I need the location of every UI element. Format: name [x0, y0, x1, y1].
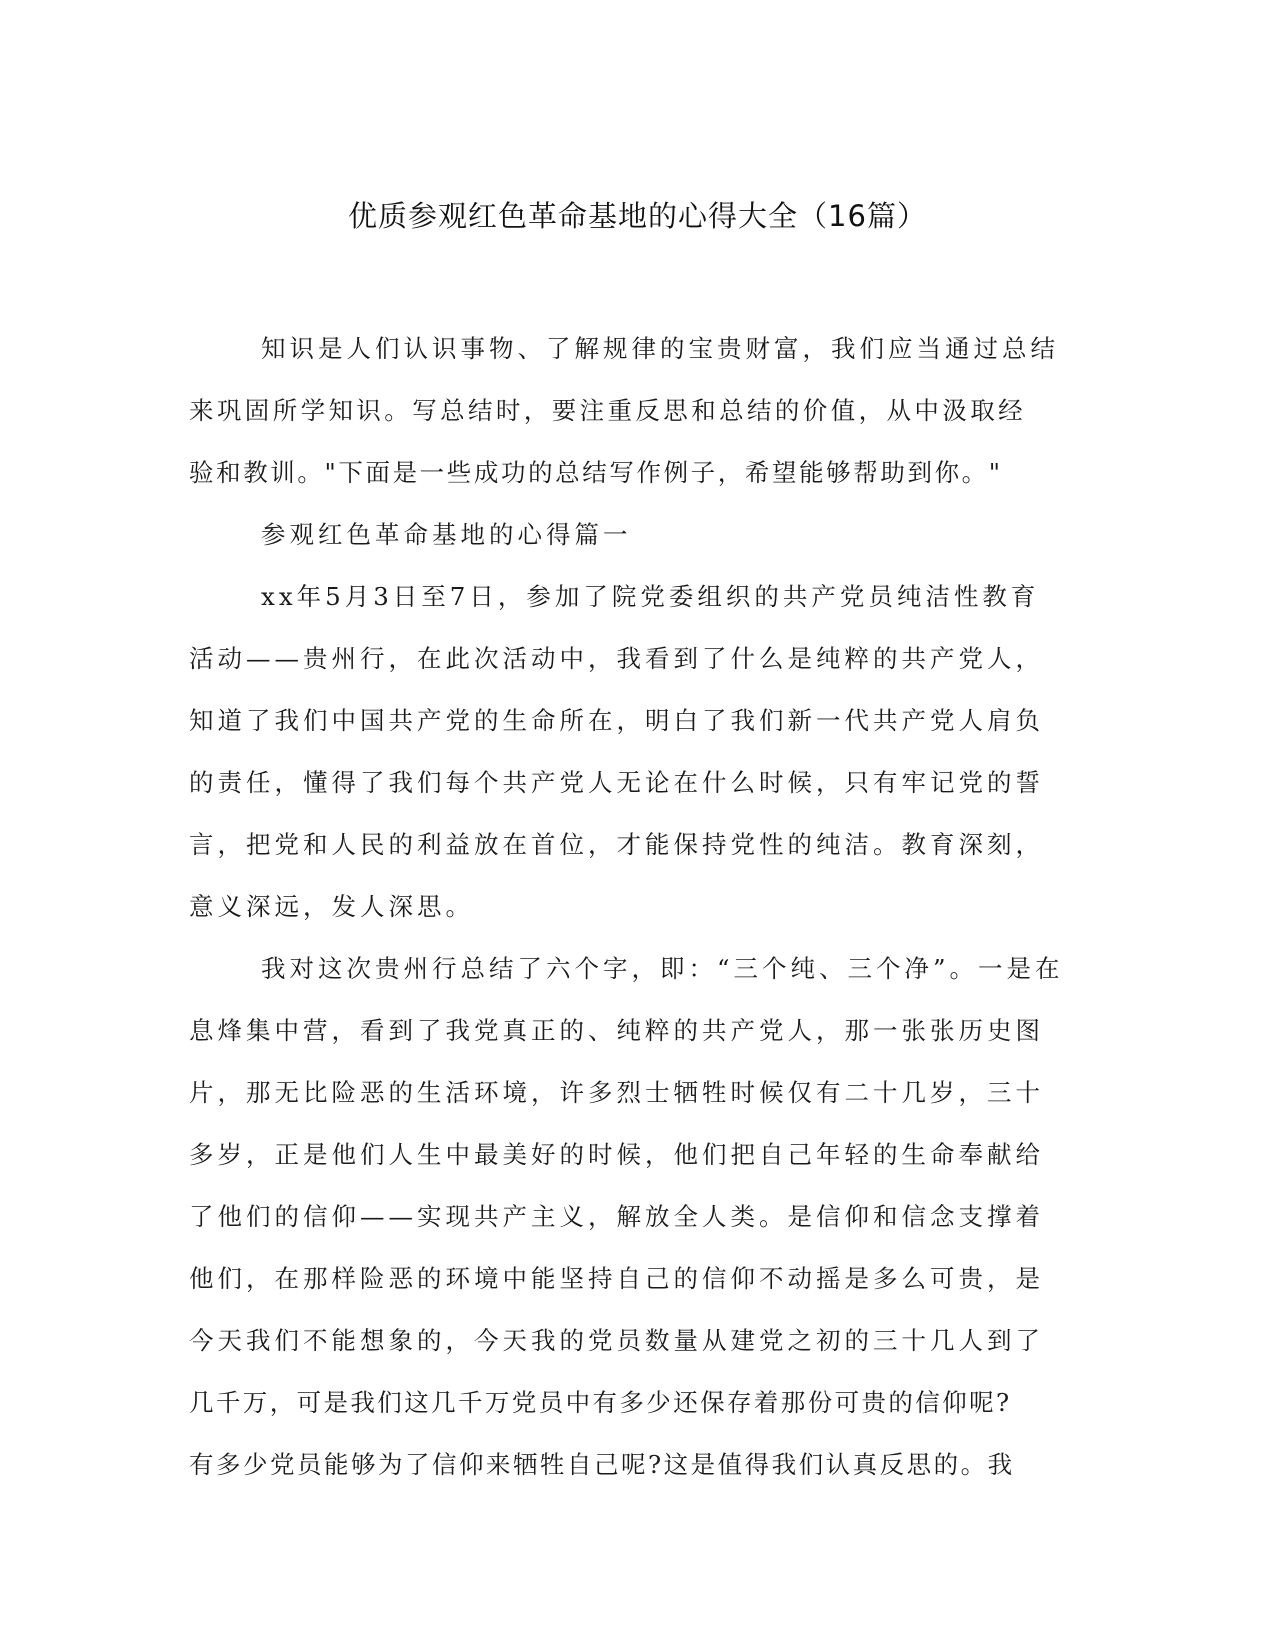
paragraph-line: 几千万，可是我们这几千万党员中有多少还保存着那份可贵的信仰呢? [189, 1388, 1012, 1417]
paragraph-line: 片，那无比险恶的生活环境，许多烈士牺牲时候仅有二十几岁，三十 [189, 1078, 1044, 1107]
paragraph-line: 言，把党和人民的利益放在首位，才能保持党性的纯洁。教育深刻， [189, 830, 1044, 859]
paragraph-line: 他们，在那样险恶的环境中能坚持自己的信仰不动摇是多么可贵，是 [189, 1264, 1044, 1293]
document-body [189, 318, 1089, 1496]
paragraph-line: xx年5月3日至7日，参加了院党委组织的共产党员纯洁性教育 [261, 582, 1040, 611]
paragraph-line: 息烽集中营，看到了我党真正的、纯粹的共产党人，那一张张历史图 [189, 1016, 1044, 1045]
section-heading: 参观红色革命基地的心得篇一 [261, 520, 632, 549]
paragraph-line: 我对这次贵州行总结了六个字，即：“三个纯、三个净”。一是在 [261, 954, 1064, 983]
paragraph-line: 了他们的信仰——实现共产主义，解放全人类。是信仰和信念支撑着 [189, 1202, 1044, 1231]
paragraph-line: 意义深远，发人深思。 [189, 892, 474, 921]
paragraph-line: 活动——贵州行，在此次活动中，我看到了什么是纯粹的共产党人， [189, 644, 1044, 673]
paragraph-line: 有多少党员能够为了信仰来牺牲自己呢?这是值得我们认真反思的。我 [189, 1450, 1015, 1479]
paragraph-line: 的责任，懂得了我们每个共产党人无论在什么时候，只有牢记党的誓 [189, 768, 1044, 797]
paragraph-line: 验和教训。"下面是一些成功的总结写作例子，希望能够帮助到你。" [189, 458, 1003, 487]
paragraph-line: 知识是人们认识事物、了解规律的宝贵财富，我们应当通过总结 [261, 334, 1059, 363]
paragraph-line: 知道了我们中国共产党的生命所在，明白了我们新一代共产党人肩负 [189, 706, 1044, 735]
paragraph-line: 多岁，正是他们人生中最美好的时候，他们把自己年轻的生命奉献给 [189, 1140, 1044, 1169]
paragraph-line: 来巩固所学知识。写总结时，要注重反思和总结的价值，从中汲取经 [189, 396, 1026, 425]
document-title: 优质参观红色革命基地的心得大全（16篇） [348, 199, 927, 233]
paragraph-line: 今天我们不能想象的，今天我的党员数量从建党之初的三十几人到了 [189, 1326, 1044, 1355]
